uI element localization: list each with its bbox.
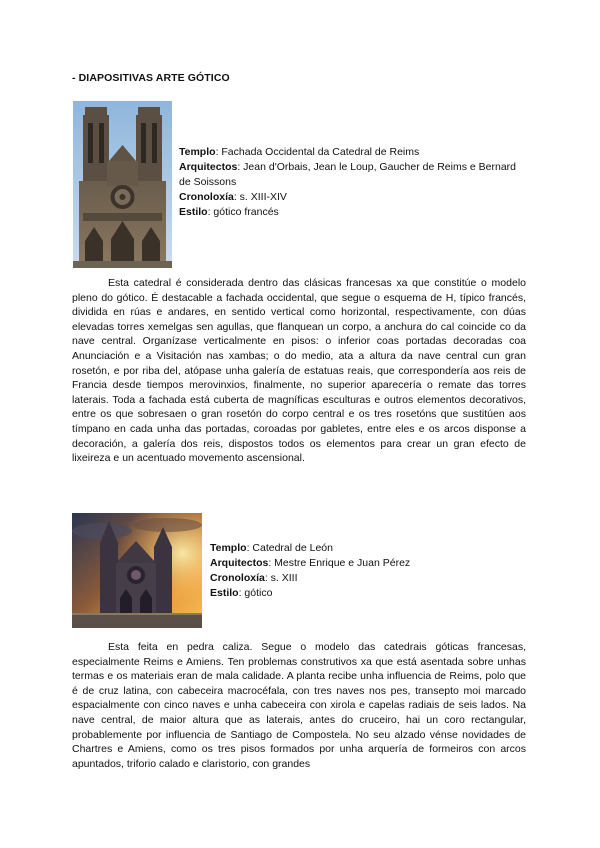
leon-description: Esta feita en pedra caliza. Segue o modelo das catedrais góticas francesas, especialmente Reims e Amiens. Ten problemas construtivos xa que está asentada sobre unhas termas e os materiais eran de mala calidade. A planta recibe unha influencia de Reims, polo que é de cruz latina, con cabeceira macrocéfala, con tres naves nos pes, transepto moi marcado espacialmente con cinco naves e unha cabeceira con xirola e capelas radiais de seis lados. Na nave central, de maior altura que as laterais, antes do cruceiro, hai un coro rectangular, probablemente por influencia de Santiago de Compostela. No seu alzado vénse novidades de Chartres e Amiens, como os tres pisos formados por unha arquería de formeiros con arcos apuntados, triforio calado e claristorio, con grandes: [72, 641, 526, 770]
cronoloxia-label: Cronoloxía: [179, 191, 234, 203]
arquitectos-label: Arquitectos: [210, 557, 269, 569]
document-heading: - DIAPOSITIVAS ARTE GÓTICO: [72, 72, 230, 84]
templo-label: Templo: [179, 146, 216, 158]
templo-label: Templo: [210, 542, 247, 554]
reims-templo-value: : Fachada Occidental da Catedral de Reims: [215, 146, 420, 158]
arquitectos-label: Arquitectos: [179, 161, 238, 173]
reims-cronoloxia-line: [179, 190, 524, 205]
reims-arquitectos-value: : Jean d'Orbais, Jean le Loup, Gaucher de Reims e Bernard de Soissons: [179, 161, 517, 188]
leon-arquitectos-value: : Mestre Enrique e Juan Pérez: [268, 557, 411, 569]
leon-cronoloxia-line: [210, 571, 530, 586]
reims-cronoloxia-value: : s. XIII-XIV: [233, 191, 287, 203]
leon-arquitectos-line: [210, 556, 530, 571]
reims-description: Esta catedral é considerada dentro das clásicas francesas xa que constitúe o modelo pleno do gótico. É destacable a fachada occidental, que segue o esquema de H, típico francés, dividida en rúas e andares, en sentido vertical como horizontal, respectivamente, con dúas elevadas torres xemelgas sen agullas, que flanquean un corpo, a anchura do cal coincide co da nave central. Organízase verticalmente en pisos: o inferior coas portadas decoradas coa Anunciación e a Visitación nas xambas; o do medio, ata a altura da nave central cun gran rosetón, e por riba del, atópase unha galería de estatuas reais, que correspondería aos reis de Francia desde tiempos merovinxios, finalmente, no superior aparecería o remate das torres laterais. Toda a fachada está cuberta de magníficas esculturas e outros elementos decorativos, entre os que sobresaen o gran rosetón do corpo central e os tres rosetóns que sustitúen aos tímpano en cada unha das portadas, coroadas por gabletes, entre eles e os arcos disponse a decoración, a galería dos reis, dispostos todos os elementos para crear un gran efecto de lixeireza e un acentuado movemento ascensional.: [72, 277, 526, 465]
cronoloxia-label: Cronoloxía: [210, 572, 265, 584]
leon-cronoloxia-value: : s. XIII: [264, 572, 298, 584]
reims-estilo-line: [179, 205, 524, 220]
reims-estilo-value: : gótico francés: [207, 206, 279, 218]
leon-templo-value: : Catedral de León: [246, 542, 333, 554]
reims-info-block: [179, 145, 524, 220]
reims-templo-line: [179, 145, 524, 160]
reims-cathedral-photo: [73, 101, 172, 268]
leon-info-block: [210, 541, 530, 601]
reims-arquitectos-line: [179, 160, 524, 190]
estilo-label: Estilo: [179, 206, 208, 218]
leon-cathedral-photo: [72, 513, 202, 628]
leon-templo-line: [210, 541, 530, 556]
leon-estilo-line: [210, 586, 530, 601]
estilo-label: Estilo: [210, 587, 239, 599]
leon-estilo-value: : gótico: [238, 587, 273, 599]
